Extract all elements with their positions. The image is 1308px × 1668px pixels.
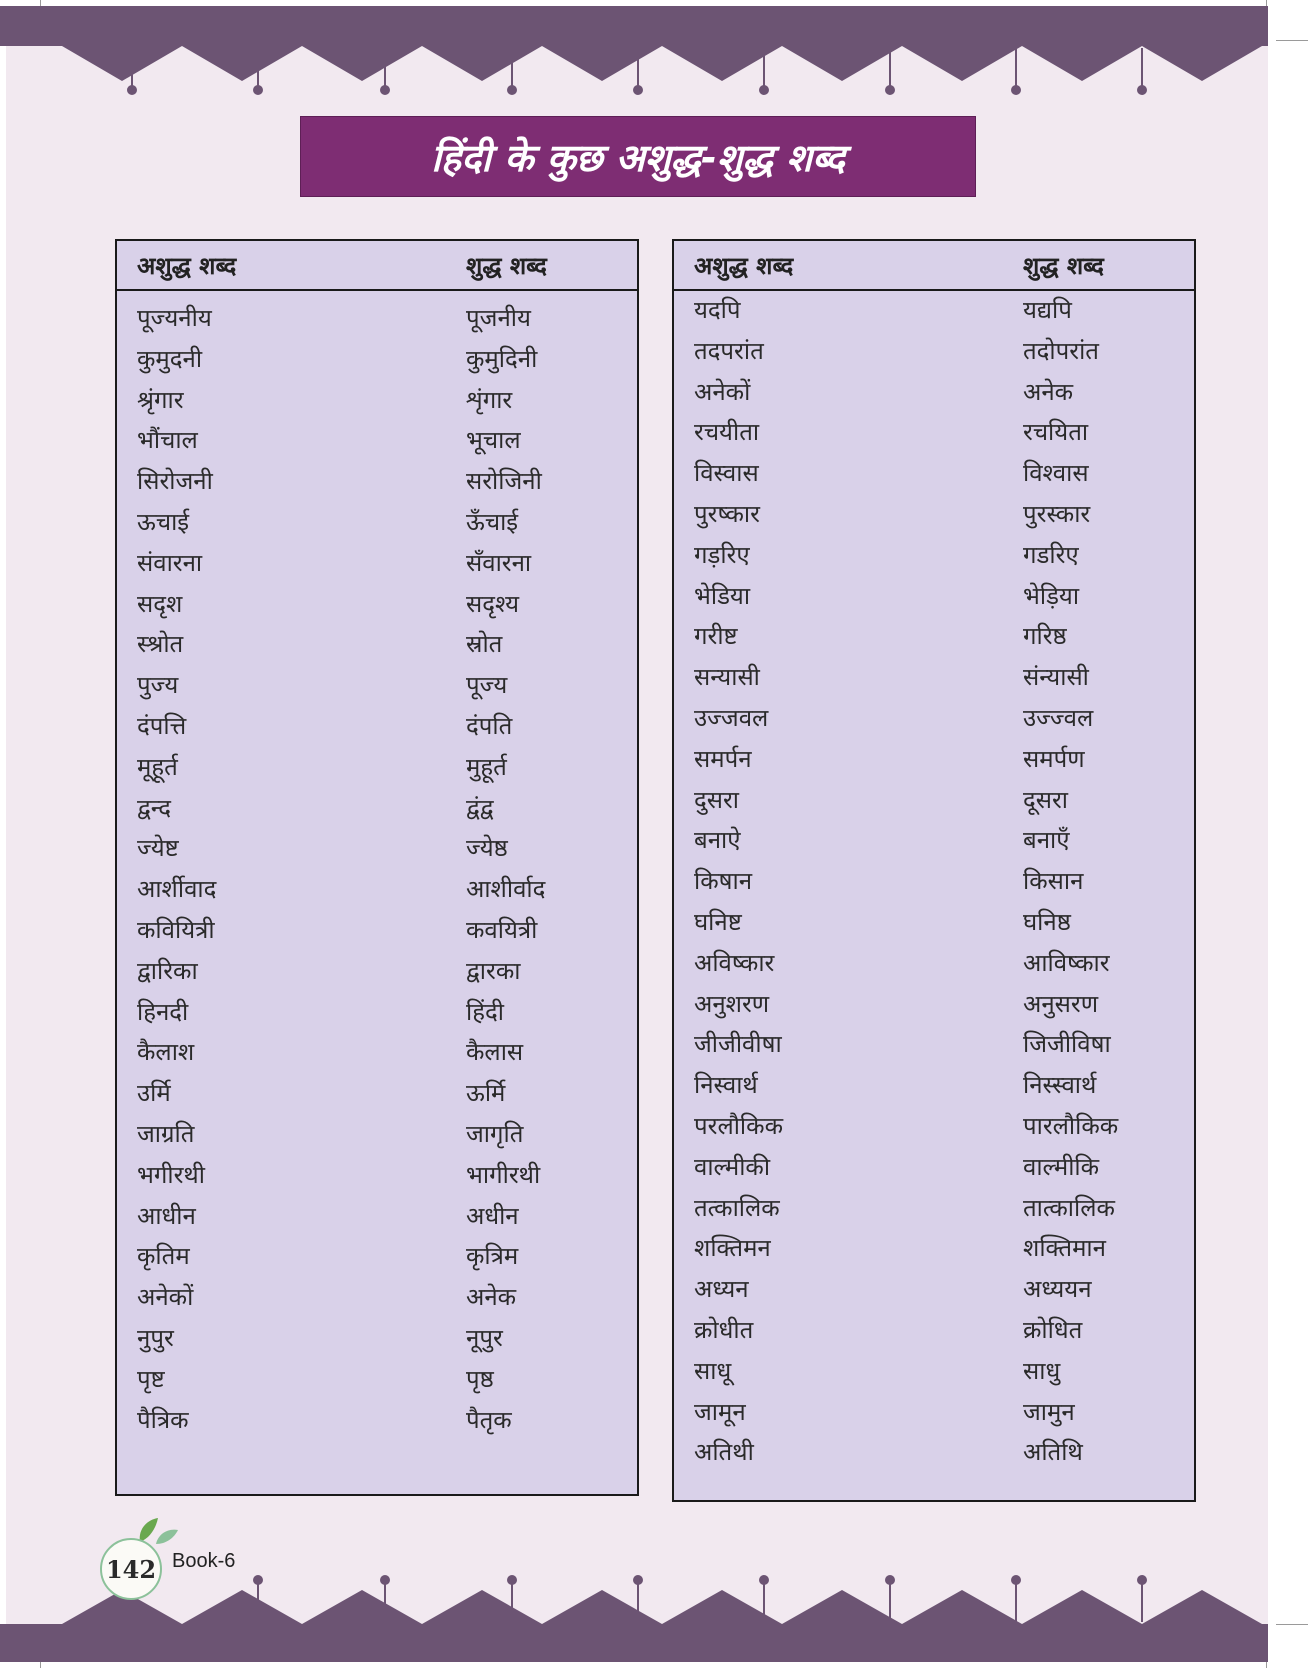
correct-word: शक्तिमान: [1023, 1234, 1106, 1263]
wrong-word: ज्येष्ट: [137, 834, 179, 863]
table-row: [674, 701, 1194, 741]
table-row: [117, 1280, 637, 1320]
correct-word: संन्यासी: [1023, 663, 1089, 692]
correct-word: दंपति: [466, 712, 513, 740]
wrong-word: कृतिम: [137, 1242, 190, 1271]
wrong-word: आर्शीवाद: [137, 875, 217, 904]
wrong-word: पूज्यनीय: [137, 304, 212, 332]
correct-word: पैतृक: [466, 1405, 512, 1434]
wrong-word: संवारना: [137, 548, 203, 577]
table-row: [117, 342, 637, 382]
wrong-word: पैत्रिक: [137, 1405, 189, 1434]
correct-word: पुरस्कार: [1023, 500, 1091, 528]
table-row: [117, 1199, 637, 1239]
table-row: [674, 415, 1194, 455]
table-row: [117, 505, 637, 545]
page-number: 142: [105, 1554, 157, 1584]
correct-word: नूपुर: [466, 1324, 503, 1352]
header-correct-word: शुद्ध शब्द: [466, 252, 547, 280]
correct-word: अध्ययन: [1023, 1275, 1092, 1304]
table-row: [117, 546, 637, 586]
wrong-word: निस्वार्थ: [694, 1071, 758, 1100]
table-row: [674, 1435, 1194, 1475]
wrong-word: द्वन्द: [137, 793, 171, 822]
wrong-word: अध्यन: [694, 1275, 749, 1304]
table-row: [117, 1321, 637, 1361]
table-row: [117, 423, 637, 463]
correct-word: गडरिए: [1023, 540, 1079, 569]
wrong-word: स्श्रोत: [137, 630, 184, 659]
wrong-word: दुसरा: [694, 785, 739, 814]
table-row: [117, 1403, 637, 1443]
table-row: [117, 301, 637, 341]
bottom-decorative-band: [0, 1572, 1308, 1664]
wrong-word: भेडिया: [694, 581, 751, 610]
wrong-word: हिनदी: [137, 997, 189, 1026]
correct-word: बनाएँ: [1023, 826, 1070, 855]
correct-word: सदृश्य: [466, 589, 520, 618]
correct-word: सँवारना: [466, 548, 532, 577]
table-row: [674, 456, 1194, 496]
wrong-word: सन्यासी: [694, 663, 760, 692]
table-row: [674, 375, 1194, 415]
table-row: [117, 1158, 637, 1198]
correct-word: क्रोधित: [1023, 1316, 1083, 1344]
wrong-word: पुज्य: [137, 671, 179, 700]
table-row: [117, 831, 637, 871]
wrong-word: कैलाश: [137, 1038, 195, 1067]
wrong-word: मूहूर्त: [137, 752, 178, 781]
wrong-word: गरीष्ट: [694, 622, 738, 651]
correct-word: उज्ज्वल: [1023, 704, 1094, 732]
wrong-word: उर्मि: [137, 1079, 171, 1108]
correct-word: सरोजिनी: [466, 467, 542, 496]
correct-word: भूचाल: [466, 426, 521, 455]
bottom-band-shape: [0, 1590, 1268, 1662]
correct-word: पृष्ठ: [466, 1364, 494, 1393]
correct-word: तात्कालिक: [1023, 1193, 1115, 1222]
correct-word: आशीर्वाद: [466, 875, 546, 904]
word-table-right: [672, 239, 1196, 1502]
correct-word: तदोपरांत: [1023, 336, 1099, 365]
table-header: [117, 241, 637, 291]
table-row: [117, 668, 637, 708]
table-row: [117, 1117, 637, 1157]
table-row: [674, 987, 1194, 1027]
correct-word: विश्वास: [1023, 459, 1089, 488]
table-row: [117, 1239, 637, 1279]
wrong-word: समर्पन: [694, 744, 752, 773]
table-row: [117, 1076, 637, 1116]
table-row: [674, 823, 1194, 863]
table-row: [674, 742, 1194, 782]
wrong-word: जीजीवीषा: [694, 1030, 782, 1059]
table-row: [117, 954, 637, 994]
word-table-left: [115, 239, 639, 1496]
correct-word: पारलौकिक: [1023, 1112, 1119, 1140]
wrong-word: परलौकिक: [694, 1112, 784, 1140]
table-row: [674, 1231, 1194, 1271]
correct-word: अनेक: [1023, 377, 1074, 406]
wrong-word: उज्जवल: [694, 704, 769, 732]
correct-word: भागीरथी: [466, 1160, 541, 1189]
correct-word: अतिथि: [1023, 1438, 1083, 1467]
wrong-word: बनाऐ: [694, 826, 741, 855]
correct-word: निस्स्वार्थ: [1023, 1071, 1097, 1100]
table-row: [674, 538, 1194, 578]
correct-word: द्वारका: [466, 956, 521, 985]
wrong-word: द्वारिका: [137, 956, 198, 985]
correct-word: अधीन: [466, 1201, 519, 1230]
correct-word: कवयित्री: [466, 916, 538, 944]
header-correct-word: शुद्ध शब्द: [1023, 252, 1104, 280]
correct-word: कुमुदिनी: [466, 344, 538, 373]
correct-word: आविष्कार: [1023, 948, 1110, 977]
correct-word: गरिष्ठ: [1023, 622, 1067, 651]
wrong-word: रचयीता: [694, 418, 760, 447]
correct-word: घनिष्ठ: [1023, 908, 1071, 936]
wrong-word: ऊचाई: [137, 508, 190, 536]
correct-word: रचयिता: [1023, 418, 1089, 447]
table-row: [117, 627, 637, 667]
table-row: [674, 1395, 1194, 1435]
wrong-word: आधीन: [137, 1201, 196, 1230]
top-band-shape: [0, 6, 1268, 81]
wrong-word: सिरोजनी: [137, 467, 213, 496]
correct-word: पूज्य: [466, 671, 508, 700]
correct-word: पूजनीय: [466, 304, 531, 332]
wrong-word: अनुशरण: [694, 989, 770, 1018]
wrong-word: सदृश: [137, 589, 183, 618]
table-row: [117, 383, 637, 423]
wrong-word: जाग्रति: [137, 1120, 195, 1148]
wrong-word: किषान: [694, 867, 753, 896]
wrong-word: भौंचाल: [137, 426, 198, 455]
correct-word: भेड़िया: [1023, 581, 1080, 610]
table-row: [117, 587, 637, 627]
wrong-word: यदपि: [694, 296, 741, 324]
wrong-word: विस्वास: [694, 459, 759, 488]
wrong-word: जामून: [694, 1397, 746, 1426]
wrong-word: पुरष्कार: [694, 500, 760, 528]
wrong-word: श्रृंगार: [137, 385, 184, 414]
correct-word: यद्यपि: [1023, 296, 1072, 324]
wrong-word: वाल्मीकी: [694, 1152, 771, 1181]
correct-word: ऊँचाई: [466, 508, 519, 536]
correct-word: जागृति: [466, 1120, 524, 1148]
wrong-word: साधू: [694, 1356, 732, 1385]
wrong-word: अविष्कार: [694, 948, 775, 977]
correct-word: अनुसरण: [1023, 989, 1099, 1018]
correct-word: अनेक: [466, 1283, 517, 1312]
correct-word: समर्पण: [1023, 744, 1085, 773]
table-row: [674, 293, 1194, 333]
table-row: [117, 872, 637, 912]
wrong-word: शक्तिमन: [694, 1234, 771, 1263]
wrong-word: कवियित्री: [137, 916, 215, 944]
table-row: [117, 709, 637, 749]
table-row: [674, 1109, 1194, 1149]
title-banner: [300, 116, 976, 197]
wrong-word: क्रोधीत: [694, 1316, 754, 1344]
correct-word: शृंगार: [466, 385, 513, 414]
table-row: [674, 1150, 1194, 1190]
wrong-word: तत्कालिक: [694, 1193, 780, 1222]
correct-word: ऊर्मि: [466, 1079, 506, 1108]
table-row: [117, 995, 637, 1035]
correct-word: हिंदी: [466, 997, 504, 1026]
correct-word: जिजीविषा: [1023, 1030, 1111, 1059]
wrong-word: अतिथी: [694, 1438, 754, 1467]
table-row: [674, 1272, 1194, 1312]
correct-word: द्वंद्व: [466, 793, 494, 822]
correct-word: मुहूर्त: [466, 752, 507, 781]
table-row: [674, 619, 1194, 659]
wrong-word: नुपुर: [137, 1324, 174, 1352]
book-label: Book-6: [172, 1550, 236, 1572]
table-row: [117, 1035, 637, 1075]
table-row: [674, 1354, 1194, 1394]
table-row: [674, 497, 1194, 537]
correct-word: साधु: [1023, 1356, 1061, 1385]
wrong-word: पृष्ट: [137, 1364, 165, 1393]
correct-word: कृत्रिम: [466, 1242, 519, 1271]
wrong-word: कुमुदनी: [137, 344, 203, 373]
table-row: [117, 1362, 637, 1402]
table-row: [674, 1068, 1194, 1108]
table-row: [674, 905, 1194, 945]
table-row: [674, 1313, 1194, 1353]
table-row: [674, 864, 1194, 904]
page-number-badge: [100, 1538, 162, 1600]
top-decorative-band: [0, 6, 1308, 96]
wrong-word: अनेकों: [137, 1283, 194, 1312]
correct-word: वाल्मीकि: [1023, 1152, 1100, 1181]
correct-word: ज्येष्ठ: [466, 834, 508, 863]
table-header: [674, 241, 1194, 291]
wrong-word: तदपरांत: [694, 336, 764, 365]
wrong-word: दंपत्ति: [137, 712, 187, 740]
wrong-word: गड़रिए: [694, 540, 750, 569]
correct-word: जामुन: [1023, 1397, 1075, 1426]
table-row: [674, 1191, 1194, 1231]
table-row: [674, 334, 1194, 374]
header-wrong-word: अशुद्ध शब्द: [694, 252, 794, 280]
table-row: [117, 913, 637, 953]
correct-word: कैलास: [466, 1038, 524, 1067]
table-row: [674, 946, 1194, 986]
table-row: [117, 464, 637, 504]
wrong-word: घनिष्ट: [694, 908, 742, 936]
correct-word: दूसरा: [1023, 785, 1068, 814]
correct-word: स्रोत: [466, 630, 503, 659]
table-row: [674, 1027, 1194, 1067]
table-row: [674, 783, 1194, 823]
table-row: [117, 750, 637, 790]
wrong-word: भगीरथी: [137, 1160, 205, 1189]
table-row: [674, 579, 1194, 619]
table-row: [674, 660, 1194, 700]
correct-word: किसान: [1023, 867, 1084, 896]
wrong-word: अनेकों: [694, 377, 751, 406]
table-row: [117, 791, 637, 831]
header-wrong-word: अशुद्ध शब्द: [137, 252, 237, 280]
page-title: हिंदी के कुछ अशुद्ध-शुद्ध शब्द: [431, 135, 845, 180]
